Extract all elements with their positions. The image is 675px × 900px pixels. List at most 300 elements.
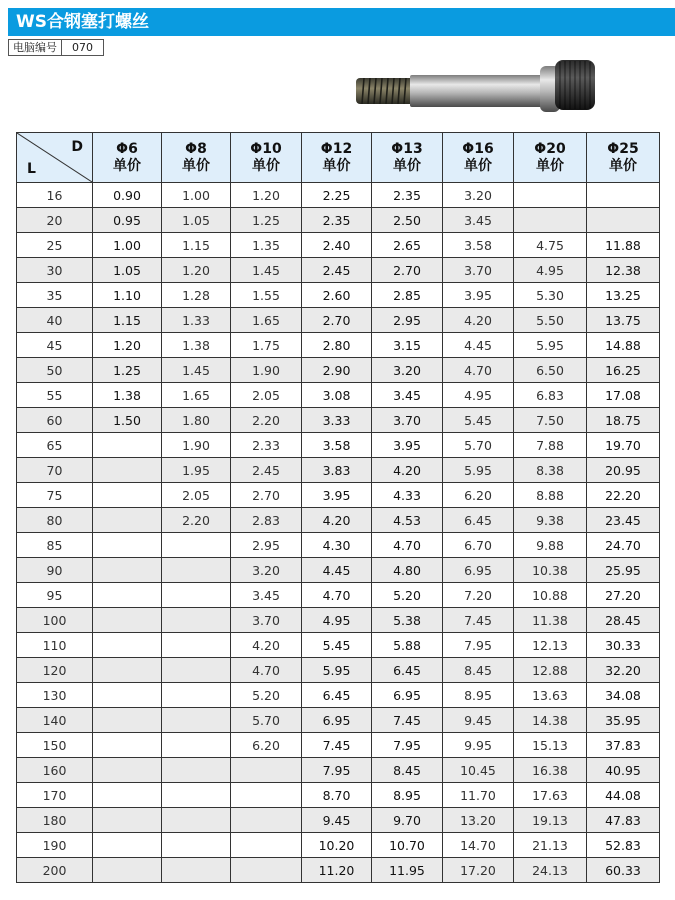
price-cell: 2.80 xyxy=(302,333,372,358)
price-cell: 1.90 xyxy=(231,358,302,383)
column-header xyxy=(514,133,587,183)
price-cell: 9.95 xyxy=(443,733,514,758)
diameter-axis-label: D xyxy=(71,139,83,155)
price-cell: 5.95 xyxy=(302,658,372,683)
unit-price-label: 单价 xyxy=(536,157,564,174)
price-cell: 1.15 xyxy=(162,233,231,258)
price-cell xyxy=(231,833,302,858)
price-cell: 7.45 xyxy=(443,608,514,633)
price-cell: 2.20 xyxy=(162,508,231,533)
price-cell: 12.38 xyxy=(587,258,660,283)
price-cell: 9.45 xyxy=(443,708,514,733)
price-cell: 52.83 xyxy=(587,833,660,858)
title-bar xyxy=(8,8,675,36)
price-cell: 1.33 xyxy=(162,308,231,333)
price-cell: 4.20 xyxy=(372,458,443,483)
table-row xyxy=(17,258,660,283)
price-cell: 7.20 xyxy=(443,583,514,608)
price-cell: 47.83 xyxy=(587,808,660,833)
length-cell: 45 xyxy=(17,333,93,358)
price-cell: 9.45 xyxy=(302,808,372,833)
price-cell: 4.53 xyxy=(372,508,443,533)
price-cell: 2.90 xyxy=(302,358,372,383)
table-row xyxy=(17,808,660,833)
table-row xyxy=(17,508,660,533)
price-cell: 13.20 xyxy=(443,808,514,833)
price-cell: 4.70 xyxy=(231,658,302,683)
price-cell: 23.45 xyxy=(587,508,660,533)
price-cell: 10.20 xyxy=(302,833,372,858)
unit-price-label: 单价 xyxy=(393,157,421,174)
price-cell xyxy=(162,858,231,883)
price-cell: 2.45 xyxy=(231,458,302,483)
price-cell: 2.45 xyxy=(302,258,372,283)
price-cell: 2.70 xyxy=(302,308,372,333)
price-cell: 2.70 xyxy=(231,483,302,508)
price-cell: 4.20 xyxy=(443,308,514,333)
length-cell: 180 xyxy=(17,808,93,833)
price-cell: 4.70 xyxy=(443,358,514,383)
table-row xyxy=(17,208,660,233)
length-cell: 200 xyxy=(17,858,93,883)
unit-price-label: 单价 xyxy=(609,157,637,174)
price-cell: 37.83 xyxy=(587,733,660,758)
diameter-label: Φ8 xyxy=(185,140,207,157)
price-table xyxy=(16,132,660,883)
length-cell: 120 xyxy=(17,658,93,683)
length-cell: 190 xyxy=(17,833,93,858)
price-cell xyxy=(93,633,162,658)
price-cell: 1.38 xyxy=(162,333,231,358)
table-row xyxy=(17,533,660,558)
price-cell: 6.45 xyxy=(302,683,372,708)
price-cell: 2.05 xyxy=(162,483,231,508)
price-cell: 2.05 xyxy=(231,383,302,408)
price-cell: 22.20 xyxy=(587,483,660,508)
diameter-label: Φ12 xyxy=(320,140,353,157)
length-cell: 160 xyxy=(17,758,93,783)
price-cell: 1.45 xyxy=(162,358,231,383)
price-cell: 44.08 xyxy=(587,783,660,808)
length-cell: 140 xyxy=(17,708,93,733)
price-cell: 3.95 xyxy=(302,483,372,508)
table-row xyxy=(17,658,660,683)
price-cell: 3.70 xyxy=(443,258,514,283)
price-cell: 1.10 xyxy=(93,283,162,308)
price-cell: 6.20 xyxy=(231,733,302,758)
price-cell: 4.20 xyxy=(302,508,372,533)
price-cell: 5.95 xyxy=(443,458,514,483)
price-cell: 13.25 xyxy=(587,283,660,308)
price-cell: 1.45 xyxy=(231,258,302,283)
price-cell: 8.88 xyxy=(514,483,587,508)
price-cell: 7.95 xyxy=(302,758,372,783)
price-cell: 10.45 xyxy=(443,758,514,783)
length-cell: 16 xyxy=(17,183,93,208)
length-cell: 60 xyxy=(17,408,93,433)
price-cell: 5.50 xyxy=(514,308,587,333)
page-title: WS合钢塞打螺丝 xyxy=(16,12,149,32)
price-cell: 5.38 xyxy=(372,608,443,633)
length-cell: 130 xyxy=(17,683,93,708)
price-cell: 2.65 xyxy=(372,233,443,258)
price-cell: 2.25 xyxy=(302,183,372,208)
price-cell: 3.45 xyxy=(372,383,443,408)
price-cell: 1.65 xyxy=(162,383,231,408)
price-cell: 2.70 xyxy=(372,258,443,283)
price-cell: 9.38 xyxy=(514,508,587,533)
price-cell xyxy=(514,208,587,233)
price-cell: 4.45 xyxy=(443,333,514,358)
price-cell: 6.95 xyxy=(302,708,372,733)
length-cell: 80 xyxy=(17,508,93,533)
shoulder-screw-image xyxy=(350,56,600,114)
price-cell: 5.20 xyxy=(231,683,302,708)
product-code-value: 070 xyxy=(72,41,93,54)
column-header xyxy=(372,133,443,183)
price-cell: 20.95 xyxy=(587,458,660,483)
price-cell: 7.88 xyxy=(514,433,587,458)
length-cell: 85 xyxy=(17,533,93,558)
price-cell xyxy=(162,658,231,683)
price-cell: 13.75 xyxy=(587,308,660,333)
price-cell: 7.95 xyxy=(443,633,514,658)
price-cell: 10.70 xyxy=(372,833,443,858)
price-cell: 6.83 xyxy=(514,383,587,408)
price-cell xyxy=(162,583,231,608)
price-cell: 4.20 xyxy=(231,633,302,658)
price-cell xyxy=(93,733,162,758)
price-cell xyxy=(231,758,302,783)
price-cell: 1.75 xyxy=(231,333,302,358)
price-cell: 11.70 xyxy=(443,783,514,808)
price-cell: 8.95 xyxy=(372,783,443,808)
price-cell: 11.95 xyxy=(372,858,443,883)
table-row xyxy=(17,708,660,733)
length-cell: 110 xyxy=(17,633,93,658)
price-cell xyxy=(93,533,162,558)
length-cell: 65 xyxy=(17,433,93,458)
price-cell: 2.33 xyxy=(231,433,302,458)
price-cell: 3.83 xyxy=(302,458,372,483)
price-cell xyxy=(93,683,162,708)
price-cell: 19.13 xyxy=(514,808,587,833)
price-cell: 1.05 xyxy=(162,208,231,233)
price-cell: 3.45 xyxy=(231,583,302,608)
price-cell: 35.95 xyxy=(587,708,660,733)
price-cell xyxy=(93,458,162,483)
price-cell: 5.88 xyxy=(372,633,443,658)
price-cell: 2.50 xyxy=(372,208,443,233)
table-row xyxy=(17,758,660,783)
price-cell xyxy=(162,608,231,633)
table-row xyxy=(17,633,660,658)
price-cell: 3.58 xyxy=(302,433,372,458)
price-cell: 8.45 xyxy=(443,658,514,683)
price-cell: 17.63 xyxy=(514,783,587,808)
price-cell: 1.50 xyxy=(93,408,162,433)
table-row xyxy=(17,183,660,208)
price-cell: 1.28 xyxy=(162,283,231,308)
price-cell: 2.85 xyxy=(372,283,443,308)
price-cell: 14.70 xyxy=(443,833,514,858)
price-cell: 21.13 xyxy=(514,833,587,858)
price-cell: 3.45 xyxy=(443,208,514,233)
price-cell: 1.00 xyxy=(93,233,162,258)
price-cell: 3.70 xyxy=(231,608,302,633)
price-cell xyxy=(93,783,162,808)
unit-price-label: 单价 xyxy=(113,157,141,174)
price-cell: 4.80 xyxy=(372,558,443,583)
price-cell: 3.20 xyxy=(443,183,514,208)
price-cell: 6.70 xyxy=(443,533,514,558)
price-cell: 1.05 xyxy=(93,258,162,283)
price-cell: 5.95 xyxy=(514,333,587,358)
price-cell: 3.20 xyxy=(231,558,302,583)
price-cell xyxy=(587,208,660,233)
unit-price-label: 单价 xyxy=(322,157,351,174)
price-cell: 4.30 xyxy=(302,533,372,558)
column-header xyxy=(93,133,162,183)
table-header-row xyxy=(17,133,660,183)
diameter-label: Φ6 xyxy=(116,140,138,157)
price-cell: 10.38 xyxy=(514,558,587,583)
price-cell: 11.38 xyxy=(514,608,587,633)
table-row xyxy=(17,608,660,633)
price-cell: 2.40 xyxy=(302,233,372,258)
table-row xyxy=(17,283,660,308)
price-cell xyxy=(93,433,162,458)
price-cell: 12.13 xyxy=(514,633,587,658)
length-cell: 40 xyxy=(17,308,93,333)
price-cell: 3.95 xyxy=(372,433,443,458)
length-cell: 170 xyxy=(17,783,93,808)
diameter-label: Φ25 xyxy=(607,140,639,157)
price-cell xyxy=(93,758,162,783)
price-cell xyxy=(231,783,302,808)
price-cell: 11.88 xyxy=(587,233,660,258)
unit-price-label: 单价 xyxy=(464,157,492,174)
price-cell: 5.30 xyxy=(514,283,587,308)
price-cell: 16.25 xyxy=(587,358,660,383)
price-cell: 3.33 xyxy=(302,408,372,433)
table-row xyxy=(17,558,660,583)
price-cell: 15.13 xyxy=(514,733,587,758)
table-row xyxy=(17,683,660,708)
column-header xyxy=(231,133,302,183)
price-cell xyxy=(93,508,162,533)
price-cell: 1.38 xyxy=(93,383,162,408)
price-cell: 8.70 xyxy=(302,783,372,808)
price-cell: 5.70 xyxy=(443,433,514,458)
price-cell: 3.20 xyxy=(372,358,443,383)
price-cell: 1.25 xyxy=(231,208,302,233)
unit-price-label: 单价 xyxy=(252,157,280,174)
price-cell: 5.45 xyxy=(302,633,372,658)
price-cell: 24.70 xyxy=(587,533,660,558)
price-cell: 12.88 xyxy=(514,658,587,683)
price-cell: 14.38 xyxy=(514,708,587,733)
price-cell: 9.88 xyxy=(514,533,587,558)
price-cell: 5.20 xyxy=(372,583,443,608)
price-cell: 2.95 xyxy=(372,308,443,333)
price-cell xyxy=(93,858,162,883)
price-cell xyxy=(93,583,162,608)
price-cell: 6.50 xyxy=(514,358,587,383)
table-row xyxy=(17,383,660,408)
table-row xyxy=(17,233,660,258)
price-cell xyxy=(93,608,162,633)
table-row xyxy=(17,308,660,333)
table-row xyxy=(17,783,660,808)
price-cell: 11.20 xyxy=(302,858,372,883)
price-cell xyxy=(162,633,231,658)
price-cell: 4.75 xyxy=(514,233,587,258)
price-cell: 1.95 xyxy=(162,458,231,483)
price-cell: 30.33 xyxy=(587,633,660,658)
price-cell: 7.50 xyxy=(514,408,587,433)
length-cell: 150 xyxy=(17,733,93,758)
price-cell: 3.70 xyxy=(372,408,443,433)
length-axis-label: L xyxy=(27,161,36,177)
table-row xyxy=(17,483,660,508)
price-cell: 4.95 xyxy=(443,383,514,408)
price-cell: 1.00 xyxy=(162,183,231,208)
length-cell: 20 xyxy=(17,208,93,233)
price-cell: 4.33 xyxy=(372,483,443,508)
corner-header xyxy=(17,133,93,183)
price-cell: 8.38 xyxy=(514,458,587,483)
price-cell: 7.95 xyxy=(372,733,443,758)
price-cell xyxy=(162,733,231,758)
price-cell xyxy=(93,808,162,833)
price-cell: 2.35 xyxy=(372,183,443,208)
length-cell: 55 xyxy=(17,383,93,408)
price-cell: 8.95 xyxy=(443,683,514,708)
price-cell: 2.20 xyxy=(231,408,302,433)
diameter-label: Φ10 xyxy=(250,140,282,157)
price-cell: 60.33 xyxy=(587,858,660,883)
length-cell: 90 xyxy=(17,558,93,583)
price-cell xyxy=(162,558,231,583)
price-cell: 19.70 xyxy=(587,433,660,458)
price-cell xyxy=(231,858,302,883)
price-cell: 14.88 xyxy=(587,333,660,358)
diameter-label: Φ20 xyxy=(534,140,566,157)
price-cell: 3.95 xyxy=(443,283,514,308)
price-cell xyxy=(162,833,231,858)
price-cell xyxy=(93,658,162,683)
column-header xyxy=(443,133,514,183)
length-cell: 100 xyxy=(17,608,93,633)
table-row xyxy=(17,858,660,883)
price-cell: 4.70 xyxy=(372,533,443,558)
price-cell: 6.95 xyxy=(372,683,443,708)
price-cell xyxy=(514,183,587,208)
length-cell: 35 xyxy=(17,283,93,308)
price-cell: 25.95 xyxy=(587,558,660,583)
price-cell: 3.15 xyxy=(372,333,443,358)
unit-price-label: 单价 xyxy=(182,157,210,174)
price-cell: 1.65 xyxy=(231,308,302,333)
price-cell: 1.15 xyxy=(93,308,162,333)
price-cell xyxy=(587,183,660,208)
price-cell: 3.08 xyxy=(302,383,372,408)
price-cell: 27.20 xyxy=(587,583,660,608)
price-cell: 4.95 xyxy=(302,608,372,633)
price-cell: 16.38 xyxy=(514,758,587,783)
price-cell: 5.70 xyxy=(231,708,302,733)
price-cell: 1.20 xyxy=(93,333,162,358)
price-cell: 0.90 xyxy=(93,183,162,208)
table-row xyxy=(17,433,660,458)
product-code-box xyxy=(8,39,104,56)
price-cell xyxy=(93,483,162,508)
price-cell xyxy=(162,808,231,833)
price-cell: 17.20 xyxy=(443,858,514,883)
column-header xyxy=(587,133,660,183)
price-cell xyxy=(162,708,231,733)
price-cell: 6.45 xyxy=(443,508,514,533)
table-row xyxy=(17,408,660,433)
price-cell: 5.45 xyxy=(443,408,514,433)
price-cell: 1.20 xyxy=(231,183,302,208)
price-cell: 4.45 xyxy=(302,558,372,583)
price-cell: 18.75 xyxy=(587,408,660,433)
price-cell: 13.63 xyxy=(514,683,587,708)
table-row xyxy=(17,458,660,483)
length-cell: 50 xyxy=(17,358,93,383)
price-cell xyxy=(93,833,162,858)
price-cell: 4.95 xyxy=(514,258,587,283)
price-cell: 4.70 xyxy=(302,583,372,608)
length-cell: 70 xyxy=(17,458,93,483)
price-cell: 24.13 xyxy=(514,858,587,883)
price-cell: 2.35 xyxy=(302,208,372,233)
table-row xyxy=(17,333,660,358)
diameter-label: Φ16 xyxy=(462,140,494,157)
price-cell: 10.88 xyxy=(514,583,587,608)
price-cell: 1.20 xyxy=(162,258,231,283)
price-cell: 6.95 xyxy=(443,558,514,583)
price-cell: 1.90 xyxy=(162,433,231,458)
price-cell: 28.45 xyxy=(587,608,660,633)
price-cell xyxy=(231,808,302,833)
price-cell: 8.45 xyxy=(372,758,443,783)
price-cell: 3.58 xyxy=(443,233,514,258)
column-header xyxy=(162,133,231,183)
price-cell: 2.83 xyxy=(231,508,302,533)
column-header xyxy=(302,133,372,183)
table-row xyxy=(17,733,660,758)
product-code-label: 电脑编号 xyxy=(9,40,62,55)
length-cell: 25 xyxy=(17,233,93,258)
price-cell: 1.80 xyxy=(162,408,231,433)
price-cell: 1.25 xyxy=(93,358,162,383)
table-row xyxy=(17,358,660,383)
price-cell: 6.20 xyxy=(443,483,514,508)
table-row xyxy=(17,833,660,858)
price-cell: 0.95 xyxy=(93,208,162,233)
length-cell: 75 xyxy=(17,483,93,508)
table-row xyxy=(17,583,660,608)
price-cell: 34.08 xyxy=(587,683,660,708)
price-cell: 7.45 xyxy=(302,733,372,758)
length-cell: 95 xyxy=(17,583,93,608)
price-cell: 40.95 xyxy=(587,758,660,783)
price-cell: 2.60 xyxy=(302,283,372,308)
price-cell xyxy=(162,783,231,808)
